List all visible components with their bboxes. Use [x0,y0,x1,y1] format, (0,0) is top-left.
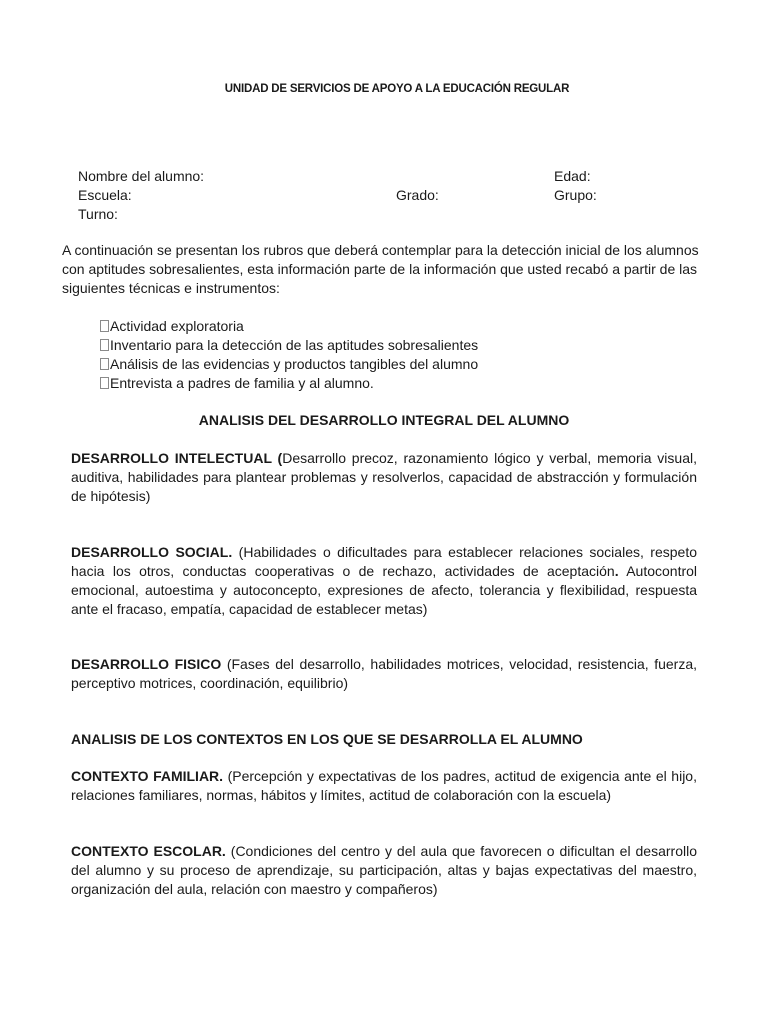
social-label: DESARROLLO SOCIAL. [71,544,233,560]
integral-section-title: ANALISIS DEL DESARROLLO INTEGRAL DEL ALUMNO [198,412,570,428]
intellectual-development [71,449,697,506]
checkbox-icon [100,320,109,332]
list-item [100,355,700,374]
age-label: Edad: [554,168,591,184]
family-text: (Percepción y expectativas de los padres, actitud de exigencia ante el hijo, relaciones familiares, normas, hábitos y límites, actitud de colaboración con la escuela) [71,768,697,803]
physical-text: (Fases del desarrollo, habilidades motrices, velocidad, resistencia, fuerza, perceptivo motrices, coordinación, equilibrio) [71,656,697,691]
school-context-label: CONTEXTO ESCOLAR. [71,843,226,859]
checkbox-icon [100,377,109,389]
checkbox-icon [100,358,109,370]
techniques-list [100,317,700,393]
contexts-section-title: ANALISIS DE LOS CONTEXTOS EN LOS QUE SE DESARROLLA EL ALUMNO [71,731,583,747]
document-title: UNIDAD DE SERVICIOS DE APOYO A LA EDUCACIÓN REGULAR [224,83,570,95]
technique-label: Análisis de las evidencias y productos tangibles del alumno [110,356,479,372]
school-context [71,842,697,899]
family-label: CONTEXTO FAMILIAR. [71,768,224,784]
social-text: (Habilidades o dificultades para establecer relaciones sociales, respeto hacia los otros, conductas cooperativas o de rechazo, actividades de aceptación [71,544,698,579]
physical-label: DESARROLLO FISICO [71,656,222,672]
school-context-text: (Condiciones del centro y del aula que favorecen o dificultan el desarrollo del alumno y su proceso de aprendizaje, su participación, altas y bajas expectativas del maestro, organización del aula, relación con maestro y compañeros) [71,843,697,897]
list-item [100,317,700,336]
physical-development [71,655,697,693]
technique-label: Actividad exploratoria [110,318,244,334]
family-context [71,767,697,805]
school-label: Escuela: [78,187,132,203]
student-info-fields [78,167,718,224]
technique-label: Inventario para la detección de las aptitudes sobresalientes [110,337,479,353]
social-development [71,543,697,619]
shift-label: Turno: [78,206,118,222]
group-label: Grupo: [554,187,597,203]
field-row [78,167,718,186]
intellectual-label: DESARROLLO INTELECTUAL ( [71,450,283,466]
student-name-label: Nombre del alumno: [78,168,205,184]
grade-label: Grado: [396,187,439,203]
intro-paragraph: A continuación se presentan los rubros que deberá contemplar para la detección inicial de los alumnos con aptitudes sobresalientes, esta información parte de la información que usted recabó a partir de las siguientes técnicas e instrumentos: [62,242,699,296]
technique-label: Entrevista a padres de familia y al alumno. [110,375,374,391]
list-item [100,336,700,355]
field-row [78,205,718,224]
intellectual-text: Desarrollo precoz, razonamiento lógico y verbal, memoria visual, auditiva, habilidades para plantear problemas y resolverlos, capacidad de abstracción y formulación de hipótesis) [71,450,697,504]
field-row [78,186,718,205]
checkbox-icon [100,339,109,351]
social-text-2: Autocontrol emocional, autoestima y autoconcepto, expresiones de afecto, tolerancia y flexibilidad, respuesta ante el fracaso, empatía, capacidad de establecer metas) [71,563,698,617]
list-item [100,374,700,393]
social-dot: . [614,563,619,579]
